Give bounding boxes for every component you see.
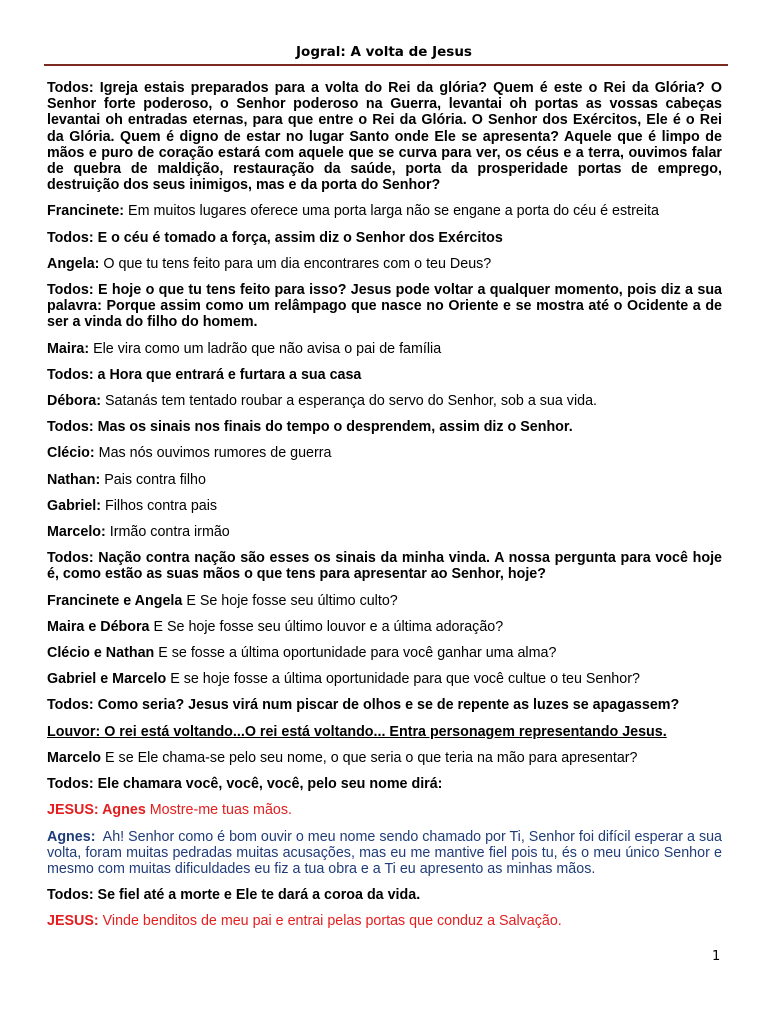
speaker: Marcelo: [47, 749, 102, 766]
line-text: E Se hoje fosse seu último louvor e a última adoração?: [153, 618, 504, 635]
speaker: Angela:: [47, 255, 100, 272]
line-text: E hoje o que tu tens feito para isso? Jesus pode voltar a qualquer momento, pois diz a sua palavra: Porque assim como um relâmpago que nasce no Oriente e se mostra até o Ocidente a de ser a vinda do filho do homem.: [47, 282, 722, 331]
speaker: Agnes:: [47, 828, 96, 845]
speaker: Louvor:: [47, 723, 101, 740]
line-jesus-2: [47, 913, 722, 929]
line-todos-7: [47, 697, 722, 713]
line-maira-debora: [47, 619, 722, 635]
line-clecio-nathan: [47, 645, 722, 661]
line-text: Filhos contra pais: [105, 497, 218, 514]
line-text: Ele vira como um ladrão que não avisa o pai de família: [93, 340, 442, 357]
speaker: Todos:: [47, 419, 94, 436]
line-text: E o céu é tomado a força, assim diz o Senhor dos Exércitos: [97, 229, 503, 246]
header-divider: [44, 64, 728, 66]
line-text: Ah! Senhor como é bom ouvir o meu nome sendo chamado por Ti, Senhor foi difícil esperar a sua volta, foram muitas pedradas muitas acusações, mas eu me mantive fiel pois tu, és o meu único Senhor e mesmo com muitas dificuldades eu fiz a tua obra e a Ti eu apresento as minhas mãos.: [47, 828, 722, 877]
speaker: Todos:: [47, 697, 94, 714]
line-marcelo-2: [47, 750, 722, 766]
line-todos-3: [47, 282, 722, 331]
line-todos-5: [47, 419, 722, 435]
line-francinete: [47, 203, 722, 219]
line-text: O que tu tens feito para um dia encontrares com o teu Deus?: [103, 255, 492, 272]
line-text: Pais contra filho: [104, 471, 206, 488]
line-louvor: [47, 724, 722, 740]
line-text: Ele chamara você, você, você, pelo seu nome dirá:: [97, 776, 443, 793]
line-text: Em muitos lugares oferece uma porta larga não se engane a porta do céu é estreita: [128, 203, 659, 220]
line-todos-4: [47, 367, 722, 383]
line-debora: [47, 393, 722, 409]
speaker: Todos: [47, 366, 89, 383]
speaker: Todos:: [47, 282, 94, 299]
line-text: Igreja estais preparados para a volta do Rei da glória? Quem é este o Rei da Glória? O Senhor forte poderoso, o Senhor poderoso na Guerra, levantai oh portas as vossas cabeças levantai oh entradas eternas, para que entre o Rei da Glória. O Senhor dos Exércitos, Ele é o Rei da Glória. Quem é digno de estar no lugar Santo onde Ele se apresenta? Aquele que é limpo de mãos e puro de coração estará com aquele que se curva para ver, os céus e a terra, ouvimos falar de quebra de maldição, restauração da saúde, porta da prosperidade portas de emprego, destruição dos seus inimigos, mas e da porta do Senhor?: [47, 80, 722, 194]
line-todos-1: [47, 80, 722, 193]
line-text: Mas os sinais nos finais do tempo o desprendem, assim diz o Senhor.: [97, 419, 573, 436]
speaker: Clécio e Nathan: [47, 645, 155, 662]
line-text: E Se hoje fosse seu último culto?: [186, 592, 398, 609]
line-text: Nação contra nação são esses os sinais da minha vinda. A nossa pergunta para você hoje é, como estão as suas mãos o que tens para apresentar ao Senhor, hoje?: [47, 550, 722, 583]
speaker: Maira e Débora: [47, 618, 150, 635]
line-angela: [47, 256, 722, 272]
line-nathan: [47, 472, 722, 488]
speaker: Maira:: [47, 340, 90, 357]
line-text: Vinde benditos de meu pai e entrai pelas portas que conduz a Salvação.: [102, 913, 562, 930]
line-maira: [47, 341, 722, 357]
speaker: Todos:: [47, 550, 94, 567]
speaker: Todos:: [47, 776, 94, 793]
line-todos-8: [47, 776, 722, 792]
line-text: Satanás tem tentado roubar a esperança do servo do Senhor, sob a sua vida.: [105, 393, 597, 410]
line-todos-6: [47, 550, 722, 582]
line-text: E se hoje fosse a última oportunidade para que você cultue o teu Senhor?: [170, 671, 640, 688]
document-body: [47, 80, 722, 940]
line-text: Como seria? Jesus virá num piscar de olhos e se de repente as luzes se apagassem?: [97, 697, 680, 714]
speaker: Francinete:: [47, 203, 125, 220]
line-text: Mostre-me tuas mãos.: [149, 802, 292, 819]
line-gabriel: [47, 498, 722, 514]
page-number: 1: [712, 949, 721, 964]
line-todos-9: [47, 887, 722, 903]
line-agnes: [47, 829, 722, 878]
speaker: Débora:: [47, 393, 102, 410]
line-jesus-1: [47, 802, 722, 818]
speaker: Marcelo:: [47, 524, 106, 541]
line-text: Mas nós ouvimos rumores de guerra: [98, 445, 332, 462]
speaker: Gabriel e Marcelo: [47, 671, 167, 688]
speaker: Gabriel:: [47, 497, 102, 514]
line-clecio: [47, 445, 722, 461]
line-text: : Se fiel até a morte e Ele te dará a coroa da vida.: [88, 887, 421, 904]
line-text: Irmão contra irmão: [109, 524, 230, 541]
line-text: E se fosse a última oportunidade para você ganhar uma alma?: [158, 645, 557, 662]
document-title: Jogral: A volta de Jesus: [296, 44, 472, 60]
line-todos-2: [47, 230, 722, 246]
speaker: Francinete e Angela: [47, 592, 183, 609]
line-text: O rei está voltando...O rei está voltando... Entra personagem representando Jesus.: [104, 723, 667, 740]
line-text: : a Hora que entrará e furtara a sua casa: [88, 366, 362, 383]
speaker: JESUS:: [47, 913, 99, 930]
line-marcelo: [47, 524, 722, 540]
speaker: JESUS: Agnes: [47, 802, 146, 819]
line-gabriel-marcelo: [47, 671, 722, 687]
speaker: Todos:: [47, 229, 94, 246]
line-francinete-angela: [47, 593, 722, 609]
line-text: E se Ele chama-se pelo seu nome, o que seria o que teria na mão para apresentar?: [105, 749, 638, 766]
speaker: Clécio:: [47, 445, 95, 462]
speaker: Nathan:: [47, 471, 101, 488]
speaker: Todos: [47, 887, 89, 904]
speaker: Todos:: [47, 80, 94, 96]
